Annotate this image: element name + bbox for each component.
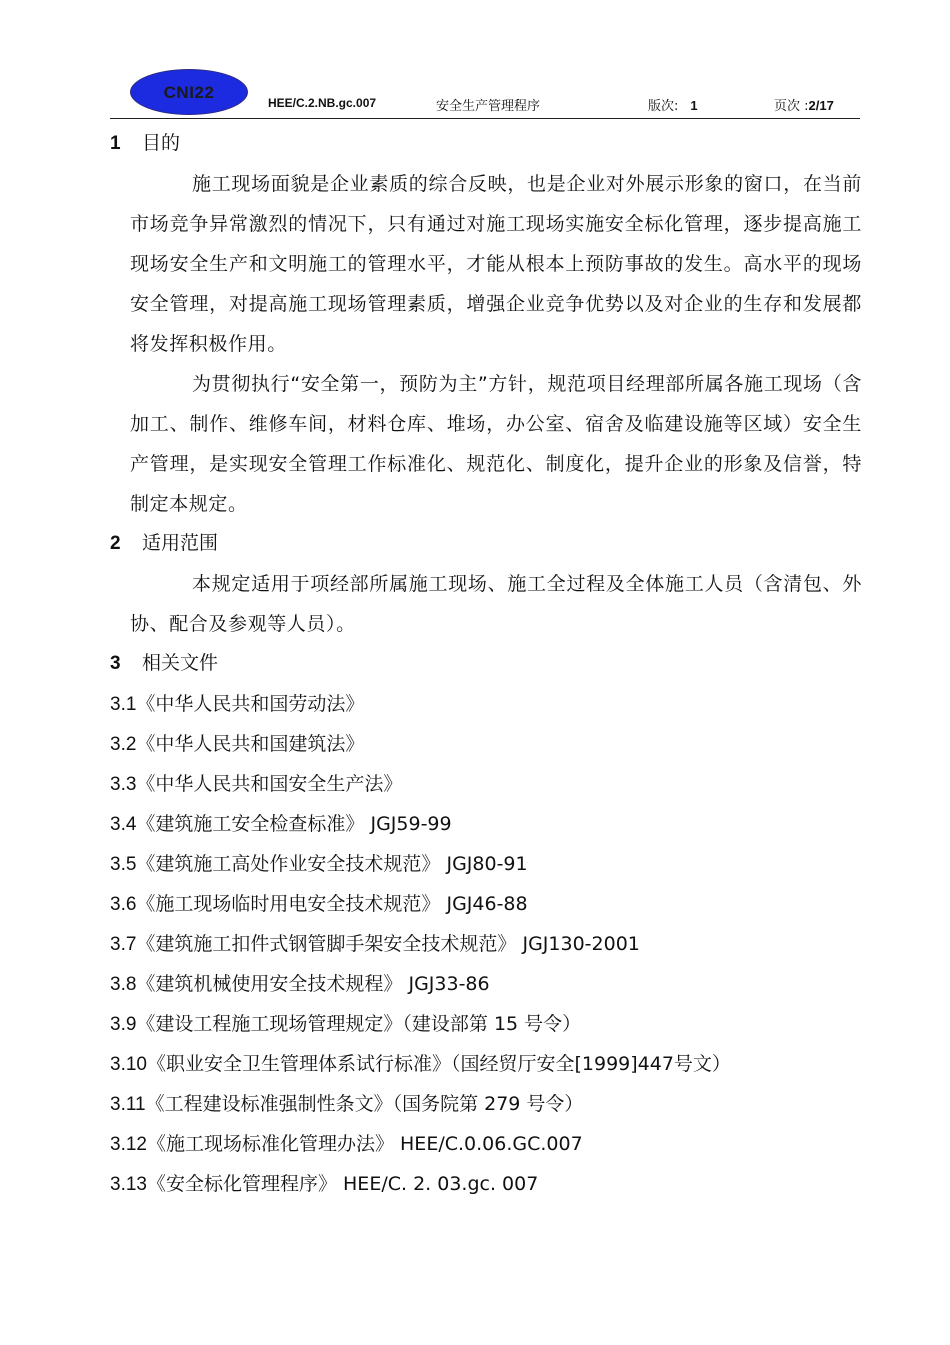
section-heading-references [110,644,862,684]
reference-number: 3.1 [110,694,137,715]
section-title: 相关文件 [142,652,219,674]
reference-item [110,1084,862,1124]
reference-text: 《建筑施工扣件式钢管脚手架安全技术规范》 JGJ130-2001 [136,933,640,955]
reference-item [110,884,862,924]
reference-text: 《施工现场标准化管理办法》 HEE/C.0.06.GC.007 [146,1133,583,1155]
version-label: 版次: [648,99,679,114]
section-title: 适用范围 [142,532,219,554]
section-number: 2 [110,533,121,554]
reference-text: 《施工现场临时用电安全技术规范》 JGJ46-88 [136,893,528,915]
document-title: 安全生产管理程序 [436,99,541,114]
reference-item [110,684,862,724]
reference-text: 《中华人民共和国建筑法》 [136,733,365,755]
page-header [110,66,860,119]
company-logo [130,69,248,115]
logo-text: CNI22 [163,83,215,102]
reference-number: 3.7 [110,934,137,955]
reference-item [110,964,862,1004]
page-info [774,95,834,114]
reference-text: 《建筑机械使用安全技术规程》 JGJ33-86 [136,973,490,995]
reference-number: 3.11 [110,1094,146,1115]
reference-item [110,1164,862,1204]
reference-text: 《工程建设标准强制性条文》（国务院第 279 号令） [145,1093,584,1115]
reference-text: 《建筑施工安全检查标准》 JGJ59-99 [136,813,452,835]
reference-text: 《建筑施工高处作业安全技术规范》 JGJ80-91 [136,853,528,875]
section-heading-purpose [110,124,862,164]
reference-number: 3.3 [110,774,137,795]
reference-number: 3.2 [110,734,137,755]
document-body [110,124,862,1204]
reference-list [110,684,862,1204]
reference-number: 3.4 [110,814,137,835]
paragraph: 本规定适用于项经部所属施工现场、施工全过程及全体施工人员（含清包、外协、配合及参观等人员）。 [130,573,862,635]
reference-number: 3.8 [110,974,137,995]
reference-item [110,1124,862,1164]
reference-number: 3.12 [110,1134,147,1155]
reference-number: 3.5 [110,854,137,875]
reference-text: 《中华人民共和国劳动法》 [136,693,365,715]
section-number: 3 [110,653,121,674]
reference-number: 3.13 [110,1174,147,1195]
reference-item [110,724,862,764]
version-value: 1 [690,98,698,113]
section-number: 1 [110,133,121,154]
reference-item [110,1044,862,1084]
reference-text: 《建设工程施工现场管理规定》（建设部第 15 号令） [136,1013,582,1035]
section-title: 目的 [142,132,181,154]
reference-text: 《安全标化管理程序》 HEE/C. 2. 03.gc. 007 [146,1173,539,1195]
reference-text: 《职业安全卫生管理体系试行标准》（国经贸厅安全[1999]447号文） [146,1053,731,1075]
reference-item [110,844,862,884]
page-label: 页次 : [774,99,809,114]
reference-item [110,764,862,804]
paragraph: 施工现场面貌是企业素质的综合反映，也是企业对外展示形象的窗口，在当前市场竞争异常激烈的情况下，只有通过对施工现场实施安全标化管理，逐步提高施工现场安全生产和文明施工的管理水平，才能从根本上预防事故的发生。高水平的现场安全管理，对提高施工现场管理素质，增强企业竞争优势以及对企业的生存和发展都将发挥积极作用。 [130,173,862,355]
section-heading-scope [110,524,862,564]
reference-item [110,1004,862,1044]
reference-number: 3.9 [110,1014,137,1035]
reference-text: 《中华人民共和国安全生产法》 [136,773,403,795]
version-info [648,95,698,114]
document-code: HEE/C.2.NB.gc.007 [268,96,377,110]
reference-item [110,804,862,844]
reference-number: 3.6 [110,894,137,915]
paragraph: 为贯彻执行“安全第一，预防为主”方针，规范项目经理部所属各施工现场（含加工、制作、维修车间，材料仓库、堆场，办公室、宿舍及临建设施等区域）安全生产管理，是实现安全管理工作标准化、规范化、制度化，提升企业的形象及信誉，特制定本规定。 [130,373,862,515]
reference-number: 3.10 [110,1054,147,1075]
page-value: 2/17 [808,98,834,113]
reference-item [110,924,862,964]
